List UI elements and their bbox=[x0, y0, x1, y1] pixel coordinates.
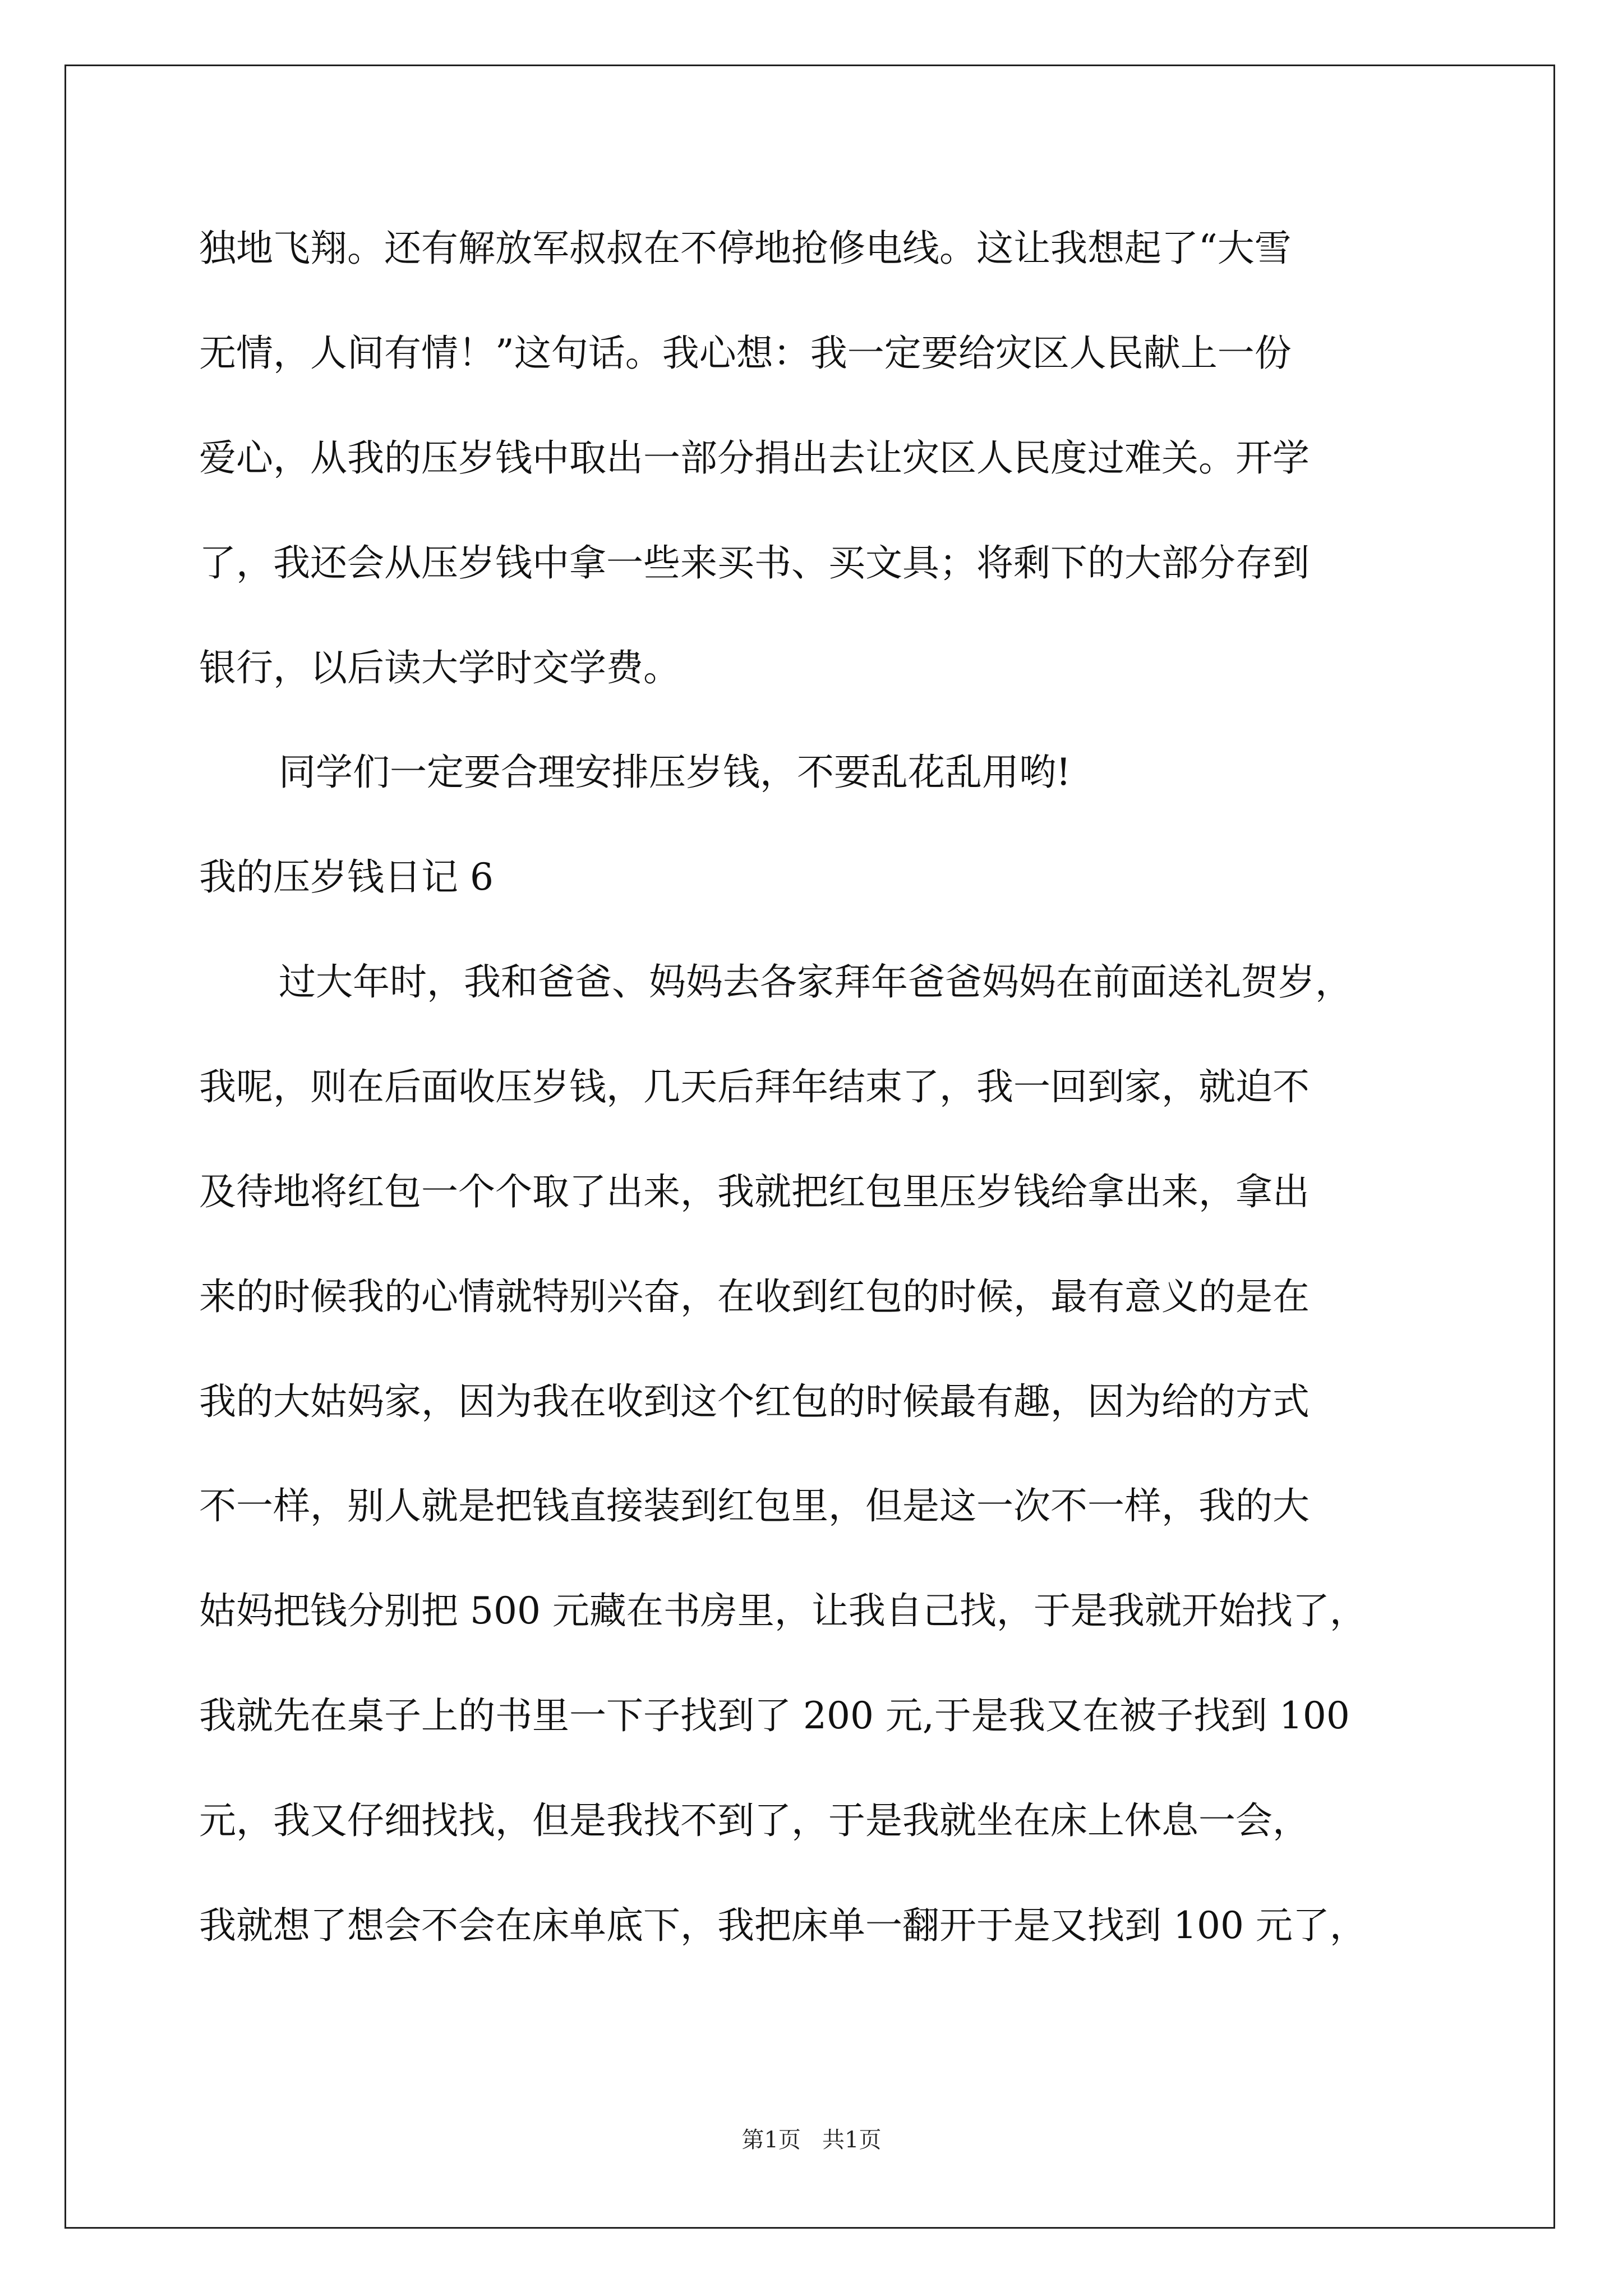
text-line: 及待地将红包一个个取了出来，我就把红包里压岁钱给拿出来，拿出 bbox=[199, 1170, 1310, 1213]
text-line: 来的时候我的心情就特别兴奋，在收到红包的时候，最有意义的是在 bbox=[199, 1275, 1310, 1318]
text-line: 爱心，从我的压岁钱中取出一部分捐出去让灾区人民度过难关。开学 bbox=[199, 436, 1310, 480]
section-heading: 我的压岁钱日记 6 bbox=[199, 855, 494, 899]
paragraph-line: 同学们一定要合理安排压岁钱，不要乱花乱用哟! bbox=[279, 751, 1071, 794]
text-line: 元，我又仔细找找，但是我找不到了，于是我就坐在床上休息一会， bbox=[199, 1799, 1310, 1842]
paragraph-line: 过大年时，我和爸爸、妈妈去各家拜年爸爸妈妈在前面送礼贺岁， bbox=[279, 960, 1352, 1004]
text-line: 独地飞翔。还有解放军叔叔在不停地抢修电线。这让我想起了“大雪 bbox=[199, 227, 1292, 270]
text-line: 不一样，别人就是把钱直接装到红包里，但是这一次不一样，我的大 bbox=[199, 1484, 1310, 1527]
text-line: 我就先在桌子上的书里一下子找到了 200 元,于是我又在被子找到 100 bbox=[199, 1694, 1350, 1737]
text-line: 我呢，则在后面收压岁钱，几天后拜年结束了，我一回到家，就迫不 bbox=[199, 1065, 1310, 1108]
text-line: 了，我还会从压岁钱中拿一些来买书、买文具；将剩下的大部分存到 bbox=[199, 541, 1310, 585]
text-line: 我就想了想会不会在床单底下，我把床单一翻开于是又找到 100 元了， bbox=[199, 1904, 1367, 1947]
page-footer: 第1页 共1页 bbox=[741, 2127, 882, 2153]
text-line: 我的大姑妈家，因为我在收到这个红包的时候最有趣，因为给的方式 bbox=[199, 1380, 1310, 1423]
text-line: 无情，人间有情！”这句话。我心想：我一定要给灾区人民献上一份 bbox=[199, 332, 1292, 375]
text-line: 姑妈把钱分别把 500 元藏在书房里，让我自己找，于是我就开始找了， bbox=[199, 1589, 1367, 1632]
text-line: 银行，以后读大学时交学费。 bbox=[199, 646, 680, 689]
